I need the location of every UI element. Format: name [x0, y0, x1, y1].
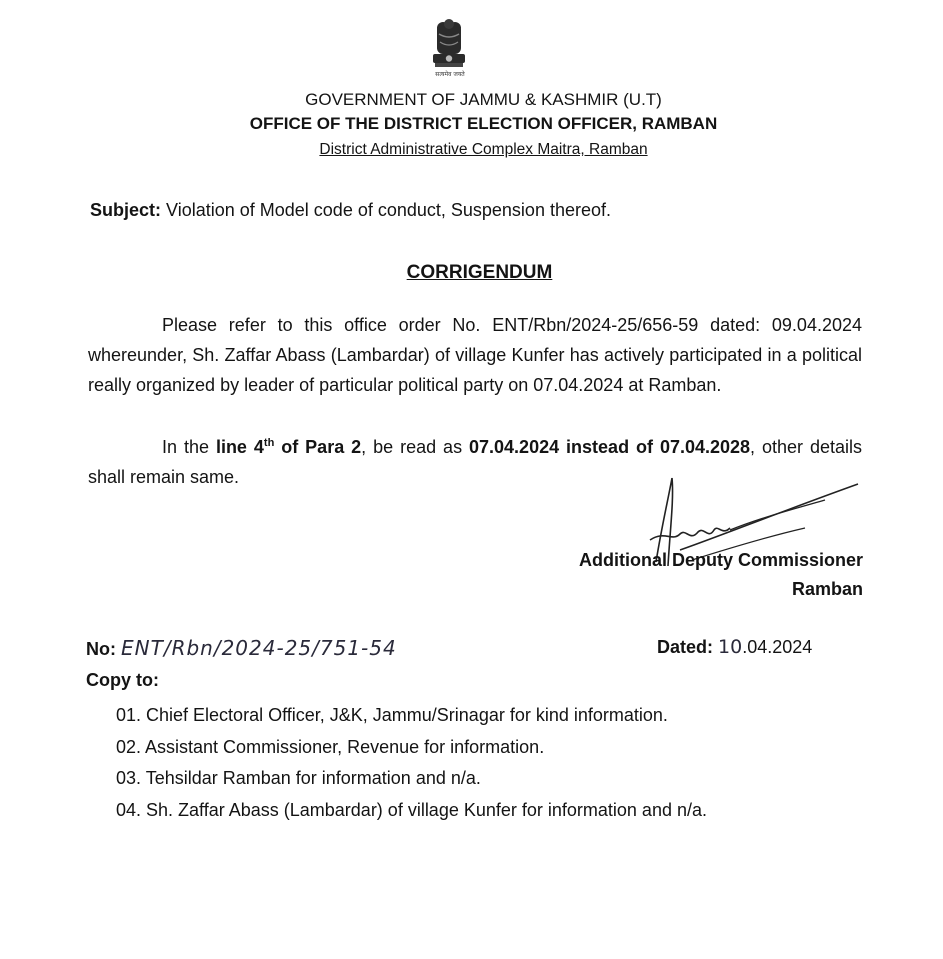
copy-to-item: 04. Sh. Zaffar Abass (Lambardar) of village Kunfer for information and n/a. — [116, 799, 707, 820]
order-number-label: No: — [86, 639, 116, 659]
copy-to-item: 02. Assistant Commissioner, Revenue for information. — [116, 736, 545, 757]
copy-to-label: Copy to: — [86, 670, 159, 690]
copy-to-item: 03. Tehsildar Ramban for information and n/a. — [116, 768, 481, 788]
order-number — [86, 636, 397, 660]
signatory-designation: Additional Deputy Commissioner — [578, 550, 863, 570]
correction-line-ref: line 4 — [215, 437, 264, 457]
order-date-label: Dated: — [657, 637, 714, 657]
copy-to-item: 01. Chief Electoral Officer, J&K, Jammu/Srinagar for kind information. — [116, 705, 668, 725]
paragraph-reference-text: Please refer to this office order No. ENT/Rbn/2024-25/656-59 dated: 09.04.2024 whereunder, Sh. Zaffar Abass (Lambardar) of village Kunfer has actively participated in a political really organized by leader of particular political party on 07.04.2024 at Ramban. — [88, 315, 862, 395]
order-date-rest: .04.2024 — [742, 637, 813, 657]
correction-para-ref: of Para 2 — [274, 437, 362, 457]
subject-line — [90, 200, 611, 221]
government-heading: GOVERNMENT OF JAMMU & KASHMIR (U.T) — [305, 90, 662, 109]
office-heading: OFFICE OF THE DISTRICT ELECTION OFFICER, RAMBAN — [249, 114, 718, 133]
subject-text: Violation of Model code of conduct, Suspension thereof. — [166, 200, 611, 220]
copy-to-list — [116, 700, 707, 826]
correction-text-part: In the — [162, 437, 216, 457]
signatory-place: Ramban — [791, 579, 863, 599]
office-address: District Administrative Complex Maitra, Ramban — [319, 141, 648, 158]
signatory-block — [579, 546, 863, 604]
document-title: CORRIGENDUM — [406, 262, 553, 283]
emblem-motto: सत्यमेव जयते — [435, 71, 465, 78]
correction-text-end: , other details shall remain same. — [88, 437, 862, 487]
order-date — [657, 636, 812, 658]
subject-label: Subject: — [90, 200, 162, 220]
paragraph-reference — [88, 310, 862, 400]
order-number-value: ENT/Rbn/2024-25/751-54 — [121, 636, 397, 660]
correction-text-part: , be read as — [361, 437, 470, 457]
correction-dates: 07.04.2024 instead of 07.04.2028 — [469, 437, 751, 457]
correction-line-sup: th — [263, 437, 275, 449]
order-date-day: 10 — [718, 636, 743, 658]
